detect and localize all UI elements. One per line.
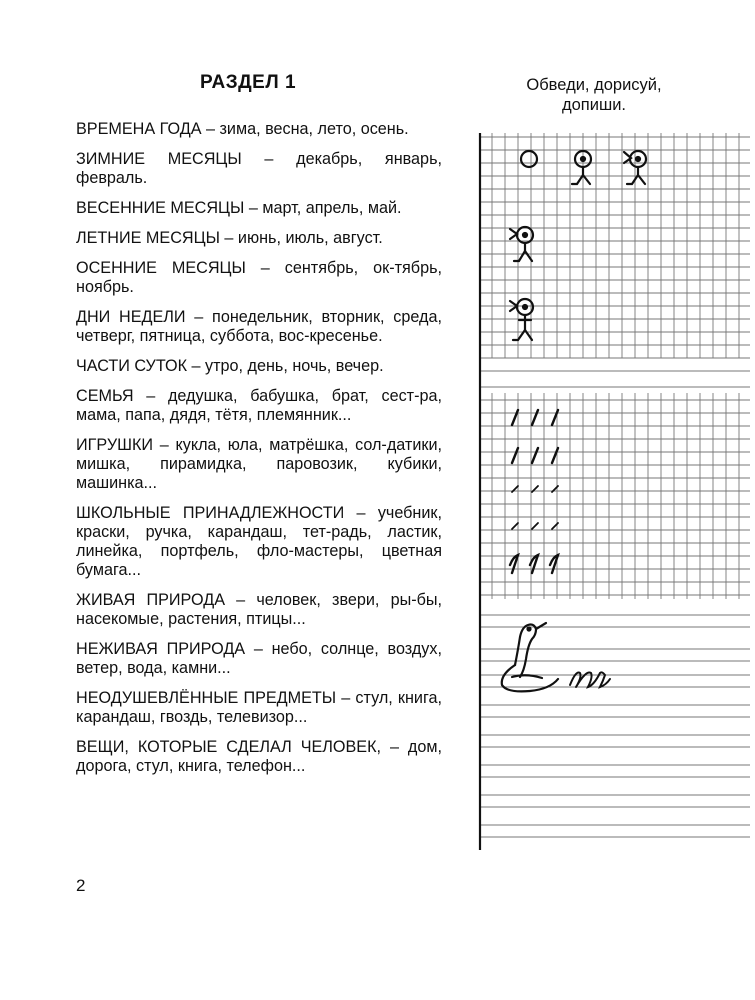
entry-term: ШКОЛЬНЫЕ ПРИНАДЛЕЖНОСТИ [76, 504, 345, 522]
entry-term: ДНИ НЕДЕЛИ [76, 308, 186, 326]
exercise-instruction [480, 75, 708, 115]
entry-text: – сентябрь, ок-тябрь, ноябрь. [76, 259, 442, 296]
entry-text: – человек, звери, ры-бы, насекомые, растения, птицы... [76, 591, 442, 628]
entry-text: – декабрь, январь, февраль. [76, 150, 442, 187]
handwriting-lines [480, 615, 750, 837]
entry-term: ЧАСТИ СУТОК [76, 357, 188, 375]
separator-lines [480, 371, 750, 387]
entry-term: СЕМЬЯ [76, 387, 134, 405]
vocabulary-list [76, 120, 442, 787]
entry-inanimate-objects [76, 689, 442, 727]
entry-text: – стул, книга, карандаш, гвоздь, телевизор... [76, 689, 442, 726]
entry-text: – кукла, юла, матрёшка, сол-датики, мишка, пирамидка, паровозик, кубики, машинка... [76, 436, 442, 492]
entry-term: ИГРУШКИ [76, 436, 154, 454]
writing-practice-area[interactable] [460, 125, 750, 865]
stick-man-4 [510, 299, 533, 340]
entry-family [76, 387, 442, 425]
entry-winter-months [76, 150, 442, 188]
practice-sheet [460, 125, 750, 865]
instruction-line-1: Обведи, дорисуй, [526, 76, 662, 94]
section-title: РАЗДЕЛ 1 [200, 72, 297, 93]
grid-block-middle [480, 393, 750, 599]
entry-text: – июнь, июль, август. [219, 229, 383, 247]
stroke-practice[interactable] [510, 410, 558, 573]
entry-autumn-months [76, 259, 442, 297]
entry-nonliving-nature [76, 640, 442, 678]
entry-parts-of-day [76, 357, 442, 376]
entry-term: НЕОДУШЕВЛЁННЫЕ ПРЕДМЕТЫ [76, 689, 337, 707]
entry-text: – дом, дорога, стул, книга, телефон... [76, 738, 442, 775]
swan-drawing[interactable] [502, 623, 558, 691]
cursive-letters[interactable] [570, 672, 610, 687]
entry-summer-months [76, 229, 442, 248]
entry-text: – небо, солнце, воздух, ветер, вода, камни... [76, 640, 442, 677]
stick-man-3 [510, 227, 533, 261]
entry-term: ОСЕННИЕ МЕСЯЦЫ [76, 259, 246, 277]
grid-block-top [480, 133, 750, 358]
entry-man-made-things [76, 738, 442, 776]
instruction-line-2: допиши. [562, 96, 626, 114]
stick-figures[interactable] [510, 151, 646, 340]
entry-term: ВЕСЕННИЕ МЕСЯЦЫ [76, 199, 245, 217]
entry-living-nature [76, 591, 442, 629]
entry-term: ЖИВАЯ ПРИРОДА [76, 591, 225, 609]
entry-spring-months [76, 199, 442, 218]
page-number: 2 [76, 876, 86, 895]
entry-term: НЕЖИВАЯ ПРИРОДА [76, 640, 246, 658]
stick-man-1 [572, 151, 591, 184]
entry-text: – понедельник, вторник, среда, четверг, пятница, суббота, вос-кресенье. [76, 308, 442, 345]
entry-term: ВРЕМЕНА ГОДА [76, 120, 202, 138]
entry-text: – учебник, краски, ручка, карандаш, тет-радь, ластик, линейка, портфель, фло-мастеры, цветная бумага... [76, 504, 442, 579]
entry-text: – дедушка, бабушка, брат, сест-ра, мама, папа, дядя, тётя, племянник... [76, 387, 442, 424]
entry-term: ЛЕТНИЕ МЕСЯЦЫ [76, 229, 220, 247]
entry-seasons [76, 120, 442, 139]
entry-text: – март, апрель, май. [244, 199, 402, 217]
entry-weekdays [76, 308, 442, 346]
entry-term: ВЕЩИ, КОТОРЫЕ СДЕЛАЛ ЧЕЛОВЕК, [76, 738, 382, 756]
entry-text: – утро, день, ночь, вечер. [187, 357, 384, 375]
entry-text: – зима, весна, лето, осень. [201, 120, 409, 138]
entry-toys [76, 436, 442, 493]
circle-trace-figure [521, 151, 537, 167]
entry-term: ЗИМНИЕ МЕСЯЦЫ [76, 150, 242, 168]
entry-school-supplies [76, 504, 442, 580]
